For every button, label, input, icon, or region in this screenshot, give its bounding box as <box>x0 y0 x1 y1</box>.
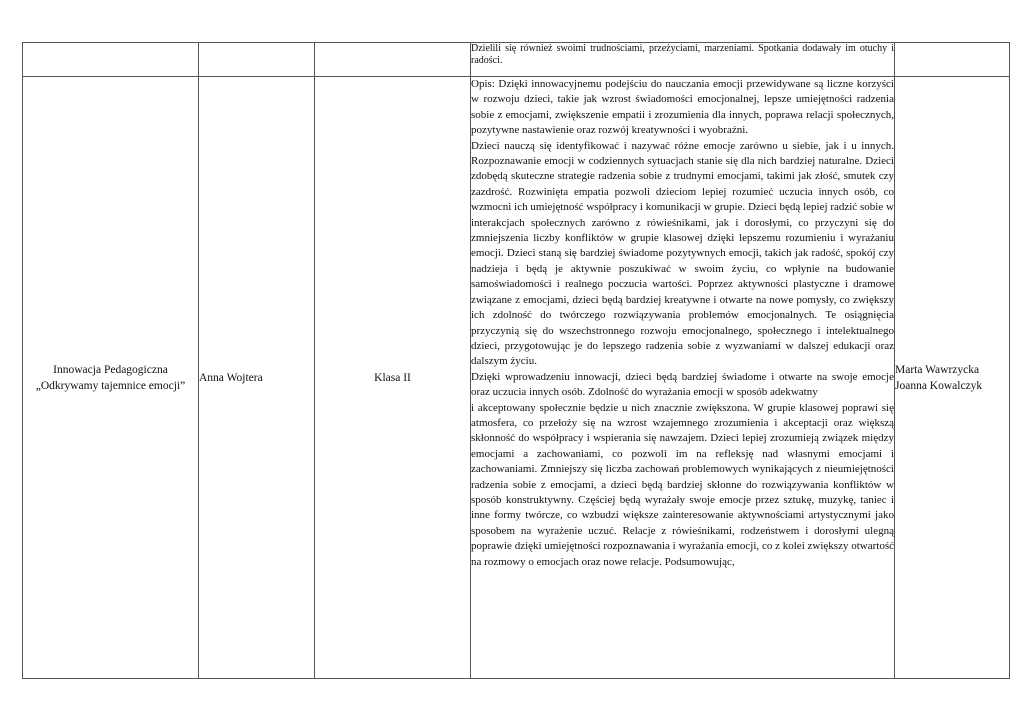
description-paragraph: Dzieci nauczą się identyfikować i nazywać różne emocje zarówno u siebie, jak i u innych. Rozpoznawanie emocji w codziennych sytuacjach stanie się dla nich bardziej naturalne. Dzieci zdobędą skuteczne strategie radzenia sobie z trudnymi emocjami, takimi jak złość, smutek czy zazdrość. Rozwinięta empatia pozwoli dzieciom lepiej rozumieć uczucia innych osób, co wzmocni ich umiejętność współpracy i komunikacji w grupie. Dzieci będą lepiej radzić sobie w interakcjach społecznych zarówno z rówieśnikami, jak i dorosłymi, co przyczyni się do zmniejszenia liczby konfliktów w grupie klasowej dzięki lepszemu rozumieniu i wyrażaniu emocji. Dzieci staną się bardziej świadome pozytywnych emocji, takich jak radość, spokój czy nadzieja i będą je aktywnie poszukiwać w swoim życiu, co wpłynie na budowanie samoświadomości i realnego poczucia wartości. Poprzez aktywności plastyczne i dramowe związane z emocjami, dzieci będą bardziej kreatywne i otwarte na nowe pomysły, co zwiększy ich zdolność do twórczego rozwiązywania problemów emocjonalnych. Te osiągnięcia przyczynią się do wszechstronnego rozwoju emocjonalnego, społecznego i intelektualnego dzieci, przygotowując je do lepszego radzenia sobie z wyzwaniami w dalszej edukacji oraz dalszym życiu. <box>471 139 894 368</box>
innovation-title-cell <box>23 77 199 679</box>
description-paragraph: Opis: Dzięki innowacyjnemu podejściu do nauczania emocji przewidywane są liczne korzyści w rozwoju dzieci, takie jak wzrost świadomości emocjonalnej, lepsze umiejętności radzenia sobie z emocjami, zwiększenie empatii i zrozumienia dla innych, poprawa relacji społecznych, pozytywne nastawienie oraz rozwój kreatywności i wyobraźni. <box>471 78 894 137</box>
table-row-innovation <box>23 77 1010 679</box>
class-cell: Klasa II <box>315 77 471 679</box>
coordinator-name: Marta Wawrzycka <box>895 363 980 376</box>
empty-cell <box>315 43 471 77</box>
description-continuation: Dzielili się również swoimi trudnościami, przeżyciami, marzeniami. Spotkania dodawały im otuchy i radości. <box>471 43 895 77</box>
innovation-table <box>22 42 1010 679</box>
description-paragraph: i akceptowany społecznie będzie u nich znacznie zwiększona. W grupie klasowej poprawi się atmosfera, co przełoży się na wzrost wzajemnego zrozumienia i akceptacji oraz większą skłonność do współpracy i wspierania się nawzajem. Dzieci lepiej zrozumieją związek między emocjami a zachowaniami, co pozwoli im na refleksję nad własnymi emocjami i zachowaniami. Zmniejszy się liczba zachowań problemowych wynikających z nieumiejętności radzenia sobie z emocjami, a dzieci będą bardziej skłonne do rozwiązywania konfliktów w sposób konstruktywny. Częściej będą wyrażały swoje emocje przez sztukę, muzykę, taniec i inne formy twórcze, co wzbudzi większe zainteresowanie aktywnościami artystycznymi jako sposobem na wyrażenie uczuć. Relacje z rówieśnikami, rodzeństwem i dorosłymi ulegną poprawie dzięki umiejętności rozpoznawania i wyrażania emocji, co z kolei zwiększy otwartość na rozmowy o emocjach oraz nowe relacje. Podsumowując, <box>471 401 894 568</box>
innovation-title-line1: Innowacja Pedagogiczna <box>53 363 168 376</box>
table-row-continuation <box>23 43 1010 77</box>
coordinators-cell <box>895 77 1010 679</box>
empty-cell <box>199 43 315 77</box>
innovation-title-line2: „Odkrywamy tajemnice emocji” <box>35 379 186 392</box>
author-cell: Anna Wojtera <box>199 77 315 679</box>
empty-cell <box>23 43 199 77</box>
description-paragraph: Dzięki wprowadzeniu innowacji, dzieci będą bardziej świadome i otwarte na swoje emocje oraz uczucia innych osób. Zdolność do wyrażania emocji w sposób adekwatny <box>471 370 894 399</box>
coordinator-name: Joanna Kowalczyk <box>895 379 983 392</box>
empty-cell <box>895 43 1010 77</box>
description-cell <box>471 77 895 679</box>
